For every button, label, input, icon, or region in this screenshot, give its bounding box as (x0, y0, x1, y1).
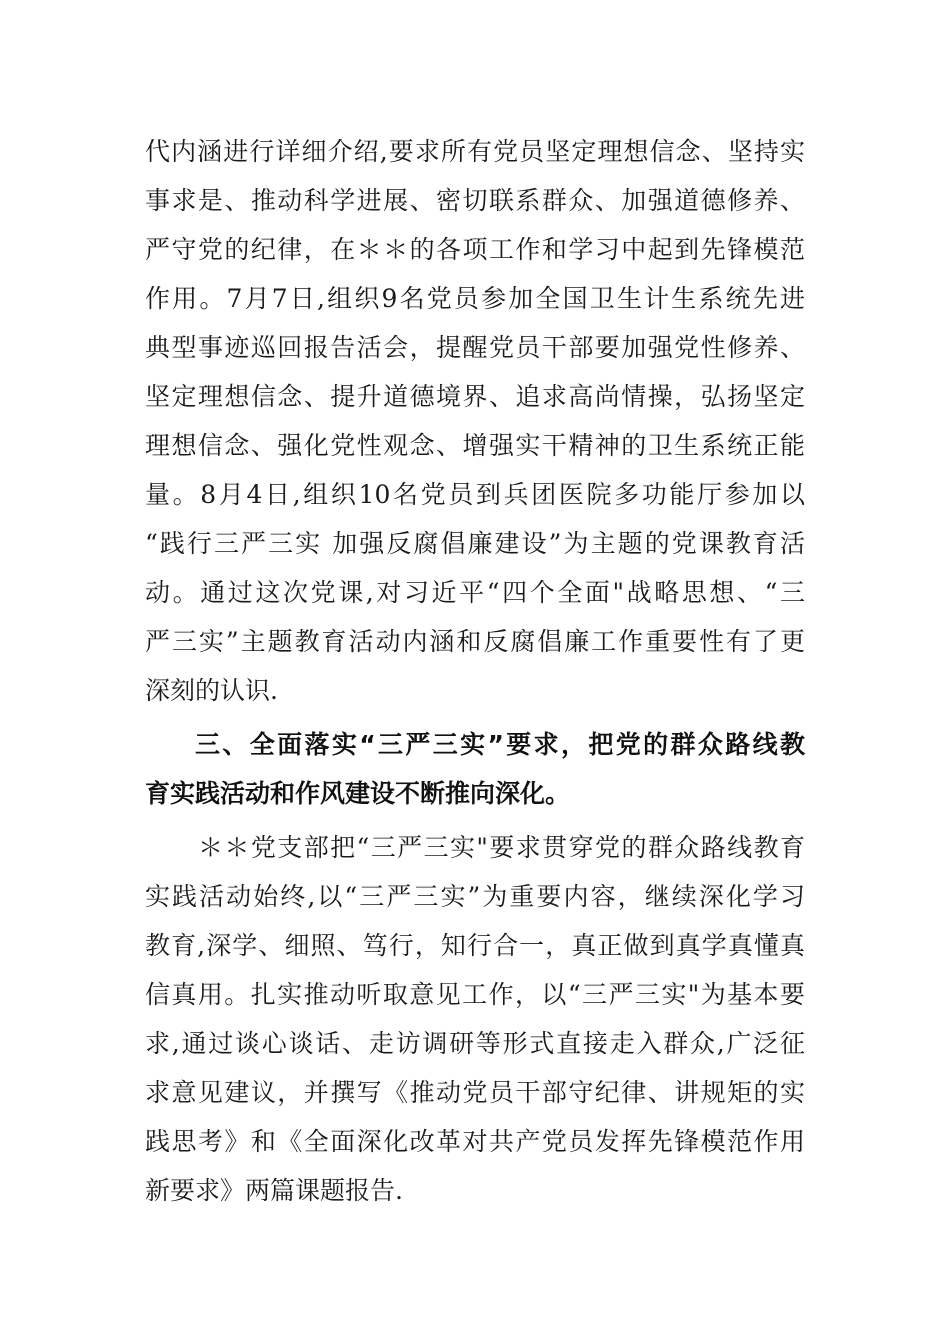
paragraph-1-line-10: 动。通过这次党课,对习近平“四个全面"战略思想、“三 (145, 578, 805, 607)
paragraph-2-line-3: 教育,深学、细照、笃行，知行合一，真正做到真学真懂真 (145, 931, 805, 960)
paragraph-2-line-1: ＊＊党支部把“三严三实"要求贯穿党的群众路线教育 (198, 833, 805, 862)
section-heading-line-2: 育实践活动和作风建设不断推向深化。 (145, 779, 571, 808)
paragraph-1-line-5: 典型事迹巡回报告活会，提醒党员干部要加强党性修养、 (145, 333, 805, 362)
paragraph-2-line-6: 求意见建议，并撰写《推动党员干部守纪律、讲规矩的实 (145, 1078, 805, 1107)
section-heading-line-1: 三、全面落实“三严三实”要求，把党的群众路线教 (195, 730, 805, 759)
paragraph-2-line-8: 新要求》两篇课题报告. (145, 1176, 403, 1205)
paragraph-1-line-4: 作用。7月7日,组织9名党员参加全国卫生计生系统先进 (145, 284, 805, 313)
paragraph-2-line-2: 实践活动始终,以“三严三实”为重要内容，继续深化学习 (145, 882, 805, 911)
paragraph-1-line-12: 深刻的认识. (145, 676, 278, 705)
paragraph-1-line-8: 量。8月4日,组织10名党员到兵团医院多功能厅参加以 (145, 480, 805, 509)
paragraph-1-line-1: 代内涵进行详细介绍,要求所有党员坚定理想信念、坚持实 (145, 137, 805, 166)
paragraph-1-line-7: 理想信念、强化党性观念、增强实干精神的卫生系统正能 (145, 431, 805, 460)
paragraph-1-line-11: 严三实”主题教育活动内涵和反腐倡廉工作重要性有了更 (145, 627, 805, 656)
paragraph-1-line-2: 事求是、推动科学进展、密切联系群众、加强道德修养、 (145, 186, 805, 215)
paragraph-2-line-7: 践思考》和《全面深化改革对共产党员发挥先锋模范作用 (145, 1127, 805, 1156)
paragraph-1-line-3: 严守党的纪律，在＊＊的各项工作和学习中起到先锋模范 (145, 235, 805, 264)
paragraph-2-line-5: 求,通过谈心谈话、走访调研等形式直接走入群众,广泛征 (145, 1029, 805, 1058)
paragraph-2-line-4: 信真用。扎实推动听取意见工作，以“三严三实"为基本要 (145, 980, 805, 1009)
paragraph-1-line-9: “践行三严三实 加强反腐倡廉建设”为主题的党课教育活 (145, 529, 805, 558)
paragraph-1-line-6: 坚定理想信念、提升道德境界、追求高尚情操，弘扬坚定 (145, 382, 805, 411)
